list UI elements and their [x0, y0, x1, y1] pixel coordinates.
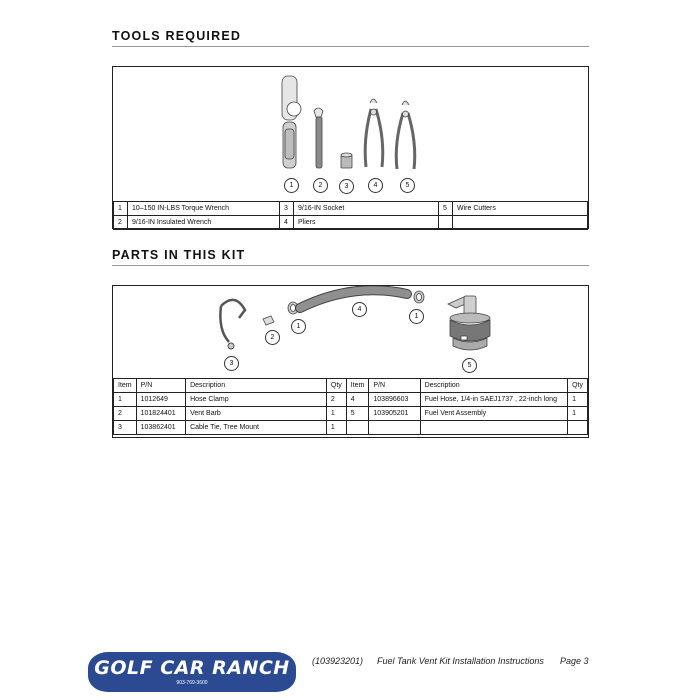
hose-clamp-icon [414, 291, 424, 303]
parts-callout-1b: 1 [409, 309, 424, 324]
doc-number: (103923201) [312, 656, 364, 666]
parts-heading-rule [112, 265, 589, 266]
doc-title: Fuel Tank Vent Kit Installation Instructions [377, 656, 544, 666]
socket-icon [341, 153, 352, 168]
table-cell: 1 [326, 421, 346, 435]
parts-callout-1: 1 [291, 319, 306, 334]
page-number: Page 3 [560, 656, 589, 666]
tool-label: 10–150 IN-LBS Torque Wrench [128, 202, 280, 216]
tools-callout-1: 1 [284, 178, 299, 193]
torque-wrench-icon [282, 76, 301, 168]
insulated-wrench-icon [314, 108, 323, 168]
tool-num: 5 [439, 202, 453, 216]
table-cell [420, 421, 567, 435]
pliers-icon [365, 99, 383, 167]
parts-callout-2: 2 [265, 330, 280, 345]
column-header: Description [420, 379, 567, 393]
tools-heading-rule [112, 46, 589, 47]
table-cell: Cable Tie, Tree Mount [186, 421, 327, 435]
parts-callout-5: 5 [462, 358, 477, 373]
fuel-vent-assembly-icon [448, 296, 490, 350]
tool-label: Pliers [294, 216, 439, 230]
tools-table [113, 201, 588, 230]
tool-label [453, 216, 588, 230]
wire-cutters-icon [396, 101, 415, 169]
parts-callout-3: 3 [224, 356, 239, 371]
table-cell: 1 [326, 407, 346, 421]
parts-box [112, 285, 589, 438]
table-row [114, 407, 588, 421]
table-cell: 1 [568, 407, 588, 421]
cable-tie-icon [220, 300, 245, 349]
tools-callout-3: 3 [339, 179, 354, 194]
tools-callout-2: 2 [313, 178, 328, 193]
column-header: P/N [136, 379, 185, 393]
column-header: Description [186, 379, 327, 393]
table-row [114, 393, 588, 407]
table-cell: Vent Barb [186, 407, 327, 421]
table-cell: 5 [346, 407, 369, 421]
column-header: Item [346, 379, 369, 393]
tools-callout-4: 4 [368, 178, 383, 193]
table-cell [346, 421, 369, 435]
tools-box [112, 66, 589, 229]
table-row [114, 421, 588, 435]
tool-num [439, 216, 453, 230]
brand-phone: 903-769-3600 [176, 680, 208, 686]
tools-heading: TOOLS REQUIRED [112, 29, 242, 43]
table-cell: 103862401 [136, 421, 185, 435]
tool-num: 3 [280, 202, 294, 216]
column-header: Qty [326, 379, 346, 393]
tool-label: 9/16-IN Socket [294, 202, 439, 216]
table-cell: 103905201 [369, 407, 420, 421]
parts-heading: PARTS IN THIS KIT [112, 248, 246, 262]
brand-name: GOLF CAR RANCH [94, 657, 290, 679]
table-cell: 4 [346, 393, 369, 407]
table-cell: 101824401 [136, 407, 185, 421]
table-cell: Hose Clamp [186, 393, 327, 407]
table-cell: 3 [114, 421, 137, 435]
parts-table [113, 378, 588, 435]
table-header-row [114, 379, 588, 393]
table-cell: 1 [114, 393, 137, 407]
table-cell: Fuel Vent Assembly [420, 407, 567, 421]
tool-num: 2 [114, 216, 128, 230]
tool-label: 9/16-IN Insulated Wrench [128, 216, 280, 230]
table-cell: 1012649 [136, 393, 185, 407]
table-cell [369, 421, 420, 435]
parts-callout-4: 4 [352, 302, 367, 317]
column-header: Qty [568, 379, 588, 393]
vent-barb-icon [263, 316, 274, 325]
tool-num: 4 [280, 216, 294, 230]
table-row [114, 216, 588, 230]
parts-illustration [113, 286, 588, 378]
brand-logo [88, 652, 296, 692]
tool-label: Wire Cutters [453, 202, 588, 216]
table-cell: 2 [326, 393, 346, 407]
column-header: P/N [369, 379, 420, 393]
table-cell [568, 421, 588, 435]
tool-num: 1 [114, 202, 128, 216]
table-cell: 103896603 [369, 393, 420, 407]
table-row [114, 202, 588, 216]
column-header: Item [114, 379, 137, 393]
table-cell: Fuel Hose, 1/4-in SAEJ1737 , 22-inch long [420, 393, 567, 407]
table-cell: 1 [568, 393, 588, 407]
tools-callout-5: 5 [400, 178, 415, 193]
table-cell: 2 [114, 407, 137, 421]
